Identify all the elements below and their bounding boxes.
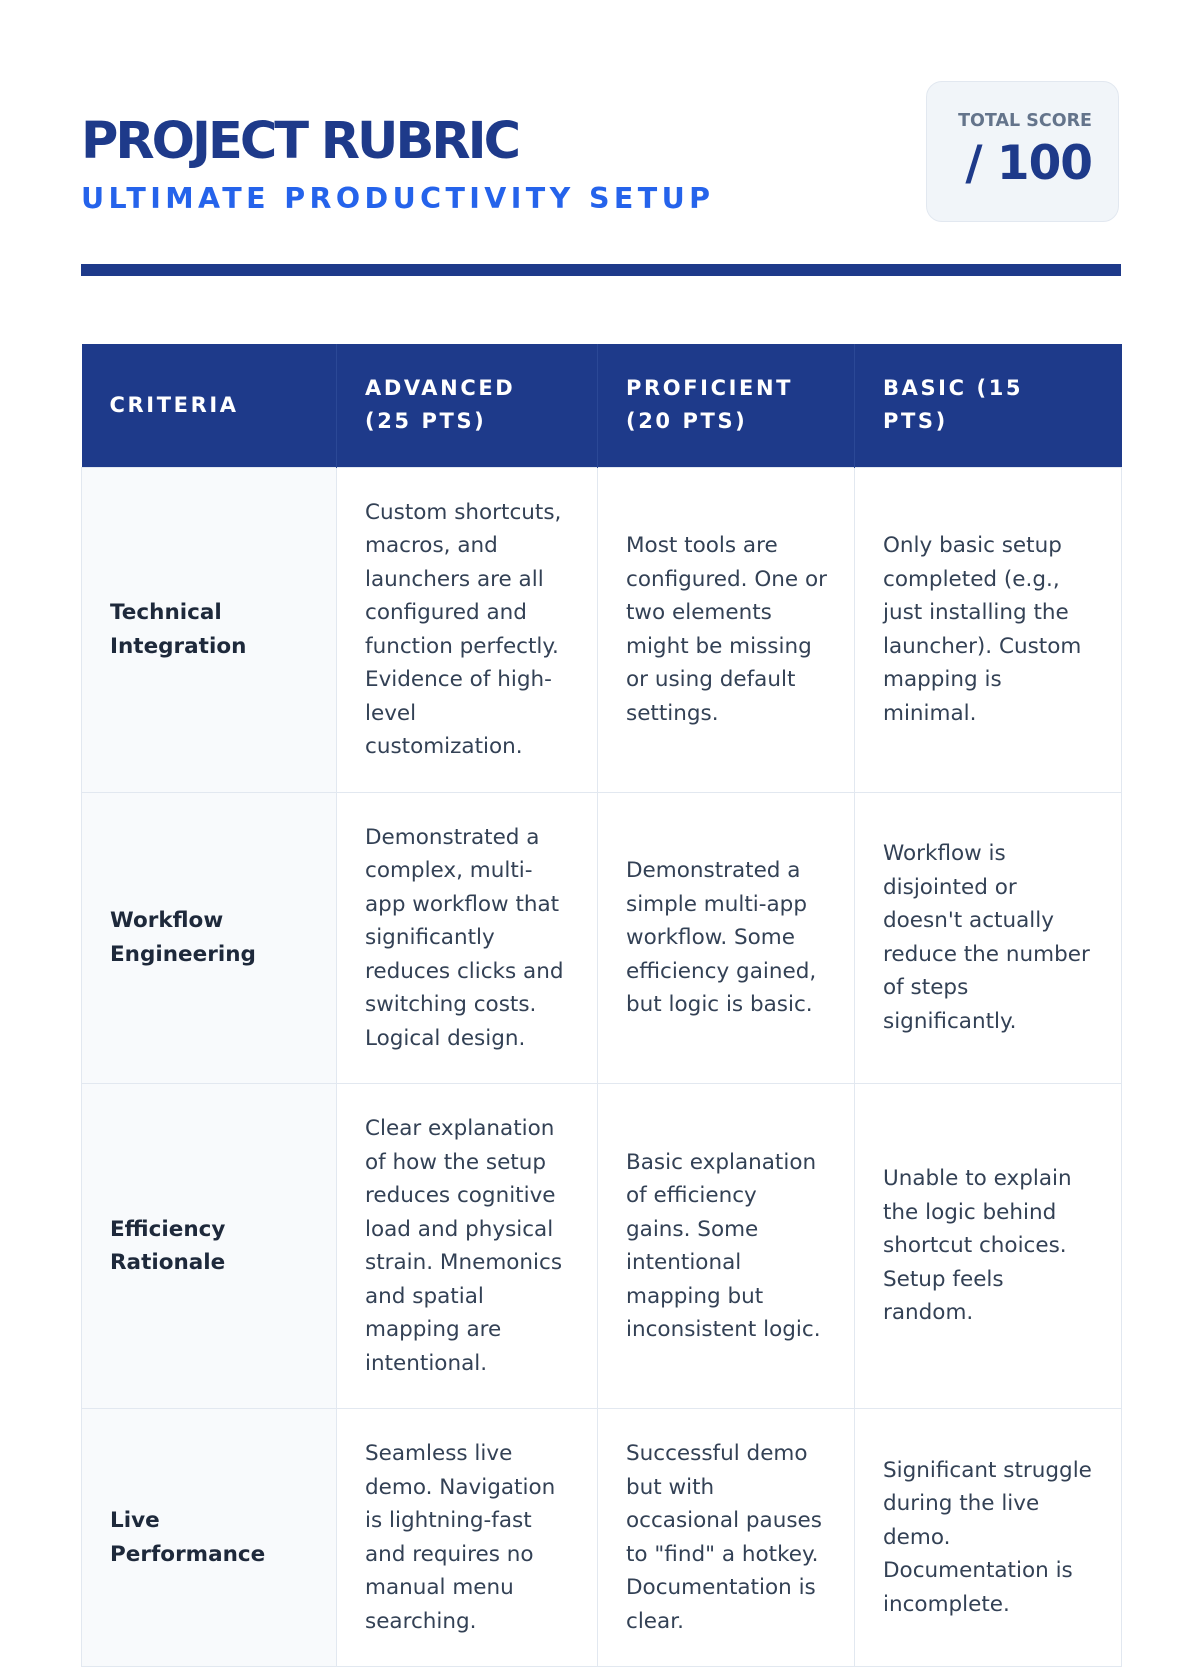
- header-divider: [81, 264, 1121, 276]
- table-row: [82, 1409, 1122, 1667]
- criterion-cell: Workflow Engineering: [82, 792, 337, 1084]
- total-score-label: TOTAL SCORE: [958, 111, 1092, 131]
- advanced-cell: Demonstrated a complex, multi-app workflow that significantly reduces clicks and switching costs. Logical design.: [337, 792, 598, 1084]
- table-row: [82, 1084, 1122, 1409]
- total-score-card: [926, 81, 1119, 222]
- criterion-cell: Efficiency Rationale: [82, 1084, 337, 1409]
- table-row: [82, 467, 1122, 792]
- rubric-page: [81, 0, 1120, 1634]
- page-subtitle: ULTIMATE PRODUCTIVITY SETUP: [81, 182, 715, 215]
- criterion-cell: Technical Integration: [82, 467, 337, 792]
- column-header-advanced: ADVANCED (25 PTS): [337, 344, 598, 467]
- proficient-cell: Successful demo but with occasional pauses to "find" a hotkey. Documentation is clear.: [598, 1409, 855, 1667]
- advanced-cell: Clear explanation of how the setup reduces cognitive load and physical strain. Mnemonics and spatial mapping are intentional.: [337, 1084, 598, 1409]
- table-header-row: [82, 344, 1122, 467]
- basic-cell: Workflow is disjointed or doesn't actually reduce the number of steps significantly.: [855, 792, 1122, 1084]
- basic-cell: Unable to explain the logic behind shortcut choices. Setup feels random.: [855, 1084, 1122, 1409]
- advanced-cell: Custom shortcuts, macros, and launchers are all configured and function perfectly. Evidence of high-level customization.: [337, 467, 598, 792]
- criterion-cell: Live Performance: [82, 1409, 337, 1667]
- column-header-basic: BASIC (15 PTS): [855, 344, 1122, 467]
- table-row: [82, 792, 1122, 1084]
- rubric-table: [81, 344, 1122, 1667]
- advanced-cell: Seamless live demo. Navigation is lightning-fast and requires no manual menu searching.: [337, 1409, 598, 1667]
- basic-cell: Only basic setup completed (e.g., just installing the launcher). Custom mapping is minimal.: [855, 467, 1122, 792]
- page-title: PROJECT RUBRIC: [81, 112, 519, 171]
- proficient-cell: Most tools are configured. One or two elements might be missing or using default settings.: [598, 467, 855, 792]
- page-header: [81, 0, 1120, 276]
- column-header-proficient: PROFICIENT (20 PTS): [598, 344, 855, 467]
- proficient-cell: Basic explanation of efficiency gains. Some intentional mapping but inconsistent logic.: [598, 1084, 855, 1409]
- proficient-cell: Demonstrated a simple multi-app workflow. Some efficiency gained, but logic is basic.: [598, 792, 855, 1084]
- total-score-value: / 100: [965, 136, 1092, 191]
- basic-cell: Significant struggle during the live demo. Documentation is incomplete.: [855, 1409, 1122, 1667]
- column-header-criteria: CRITERIA: [82, 344, 337, 467]
